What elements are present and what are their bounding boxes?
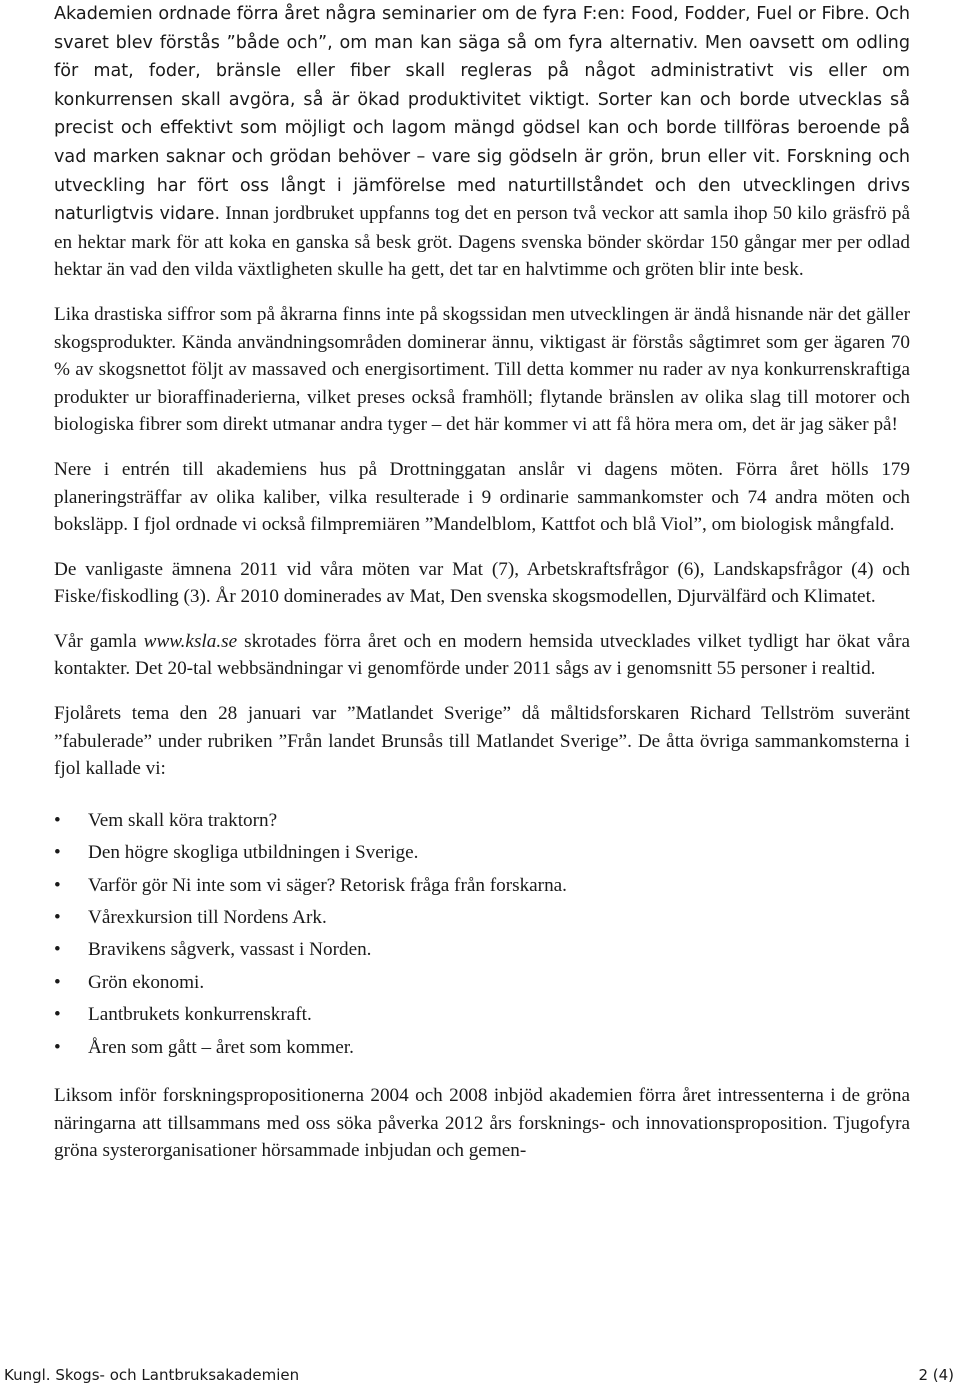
intro-serif-text: Innan jordbruket uppfanns tog det en person två veckor att samla ihop 50 kilo gräsfrö på en hektar mark för att koka en ganska så besk gröt. Dagens svenska bönder skördar 150 gångar mer per odlad hektar än vad den vilda växtligheten skulle ha gett, det tar en halvtimme och gröten blir inte besk.	[54, 203, 910, 281]
paragraph-meetings: Nere i entrén till akademiens hus på Drottninggatan anslår vi dagens möten. Förra året hölls 179 planeringsträffar av olika kaliber, vilka resulterade i 9 ordinarie sammankomster och 74 andra möten och boksläpp. I fjol ordnade vi också filmpremiären ”Mandelblom, Kattfot och blå Viol”, om biologisk mångfald.	[54, 458, 910, 536]
list-item	[54, 902, 910, 934]
paragraph-theme: Fjolårets tema den 28 januari var ”Matlandet Sverige” då måltidsforskaren Richard Tellström suveränt ”fabulerade” under rubriken ”Från landet Brunsås till Matlandet Sverige”. De åtta övriga sammankomsterna i fjol kallade vi:	[54, 703, 910, 780]
list-item	[54, 934, 910, 966]
list-item-text: Vem skall köra traktorn?	[88, 809, 278, 831]
list-item-text: Den högre skogliga utbildningen i Sverige.	[88, 842, 419, 864]
paragraph-forest: Lika drastiska siffror som på åkrarna finns inte på skogssidan men utvecklingen är ändå hisnande när det gäller skogsprodukter. Kända användningsområden dominerar ännu, viktigast är förstås sågtimret som ger ägaren 70 % av skogsnettot följt av massaved och energisortiment. Till detta kommer nu rader av nya konkurrenskraftiga produkter ur bioraffinaderierna, vilket preses också framhöll; flytande bränslen av olika slag till motorer och biologiska fibrer som direkt utmanar andra tyger – det här kommer vi att få höra mera om, det är jag säker på!	[54, 303, 910, 436]
list-item-text: Åren som gått – året som kommer.	[88, 1036, 354, 1058]
bullet-icon: •	[54, 1004, 61, 1026]
website-link[interactable]: www.ksla.se	[143, 630, 238, 652]
footer-organization: Kungl. Skogs- och Lantbruksakademien	[4, 1366, 300, 1384]
meeting-list	[54, 805, 910, 1064]
list-item-text: Varför gör Ni inte som vi säger? Retorisk fråga från forskarna.	[88, 874, 567, 896]
paragraph-website	[54, 628, 910, 683]
page-footer	[0, 1366, 960, 1388]
paragraph-proposition: Liksom inför forskningspropositionerna 2004 och 2008 inbjöd akademien förra året intressenterna i de gröna näringarna att tillsammans med oss söka påverka 2012 års forsknings- och innovationsproposition. Tjugofyra gröna systerorganisationer hörsammade inbjudan och gemen-	[54, 1085, 910, 1162]
list-item-text: Grön ekonomi.	[88, 971, 205, 993]
footer-page-number: 2 (4)	[918, 1366, 954, 1384]
list-item	[54, 999, 910, 1031]
list-item	[54, 967, 910, 999]
bullet-icon: •	[54, 809, 61, 831]
intro-sans-text: Akademien ordnade förra året några seminarier om de fyra F:en: Food, Fodder, Fuel or Fibre. Och svaret blev förstås ”både och”, om man kan säga så om fyra alternativ. Men oavsett om odling för mat, foder, bränsle eller fiber skall regleras på något administrativt vis eller om konkurrensen skall avgöra, så är ökad produktivitet viktigt. Sorter kan och borde utvecklas så precist och effektivt som möjligt och lagom mängd gödsel kan och borde tillföras beroende på vad marken saknar och grödan behöver – vare sig gödseln är grön, brun eller vit. Forskning och utveckling har fört oss långt i jämförelse med naturtillståndet och den utvecklingen drivs naturligtvis vidare.	[54, 4, 910, 225]
list-item	[54, 837, 910, 869]
bullet-icon: •	[54, 907, 61, 929]
paragraph-intro	[54, 0, 910, 284]
list-item	[54, 805, 910, 837]
document-body	[54, 0, 910, 1165]
bullet-icon: •	[54, 874, 61, 896]
list-item	[54, 870, 910, 902]
list-item	[54, 1032, 910, 1064]
website-text-before: Vår gamla	[54, 630, 144, 652]
bullet-icon: •	[54, 1036, 61, 1058]
list-item-text: Bravikens sågverk, vassast i Norden.	[88, 939, 372, 961]
bullet-icon: •	[54, 939, 61, 961]
bullet-icon: •	[54, 842, 61, 864]
website-text-after: skrotades förra året och en modern hemsida utvecklades vilket tydligt har ökat våra kontakter. Det 20-tal webbsändningar vi genomförde under 2011 sågs av i genomsnitt 55 personer i realtid.	[54, 630, 910, 680]
bullet-icon: •	[54, 971, 61, 993]
paragraph-topics: De vanligaste ämnena 2011 vid våra möten var Mat (7), Arbetskraftsfrågor (6), Landskapsfrågor (4) och Fiske/fiskodling (3). År 2010 dominerades av Mat, Den svenska skogsmodellen, Djurvälfärd och Klimatet.	[54, 558, 910, 608]
list-item-text: Vårexkursion till Nordens Ark.	[88, 907, 327, 929]
list-item-text: Lantbrukets konkurrenskraft.	[88, 1004, 312, 1026]
